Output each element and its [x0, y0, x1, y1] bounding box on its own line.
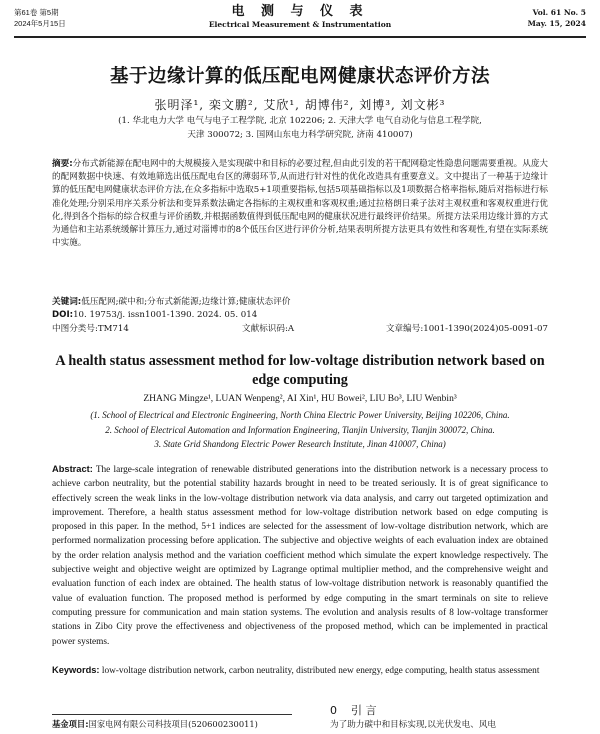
abstract-cn	[52, 158, 548, 250]
fund-text: 国家电网有限公司科技项目(520600230011)	[88, 719, 258, 729]
authors-en: ZHANG Mingze¹, LUAN Wenpeng², AI Xin¹, HU Bowei², LIU Bo³, LIU Wenbin³	[143, 394, 457, 404]
affiliation-line: 2. School of Electrical Automation and Information Engineering, Tianjin University, Tianjin 300072, China.	[105, 424, 495, 435]
journal-name-en: Electrical Measurement & Instrumentation	[208, 20, 392, 29]
abstract-en	[52, 462, 548, 649]
document-code: 文献标识码:A	[242, 324, 295, 334]
abstract-text-en: The large-scale integration of renewable distributed generations into the distribution network is a necessary process to achieve carbon neutrality, but the potential stability hazards brought in need to be treated seriously. It is of great significance to effectively screen the weak links in the low-voltage distribution network via data analysis, and carry out targeted optimization and improvement. Therefore, a health status assessment method for low-voltage distribution network based on edge computing is proposed in this paper. In the method, 5+1 indices are selected for the assessment of low-voltage distribution network, which are performed normalization processing before application. The subjective and objective weights of each evaluation index are obtained by the order relation analysis method and the variation coefficient method which simulate the expert knowledge respectively. The subjective weight and objective weight are optimized by Lagrange optimal multiplier method, and the comprehensive weight and evaluation function of each index are obtained. The health status of low-voltage distribution network is reasonably quantified the value of evaluation function. The proposed method is performed by edge computing in the smart terminals on site to relieve computing pressure for communication and main station systems. The evolution and analysis results of 8 low-voltage transformer stations in Zibo City prove the effectiveness and objectiveness of the proposed method, which can be implemented in practical power systems.	[52, 465, 548, 647]
doi-line	[52, 309, 548, 321]
clc-number: 中图分类号:TM714	[52, 324, 129, 334]
introduction-text: 为了助力碳中和目标实现,以光伏发电、风电	[330, 720, 497, 730]
keywords-text-cn: 低压配网;碳中和;分布式新能源;边缘计算;健康状态评价	[81, 297, 291, 307]
keywords-label-en: Keywords:	[52, 665, 100, 675]
fund-label: 基金项目:	[52, 719, 89, 729]
page-header	[14, 5, 586, 35]
fund-footnote	[52, 718, 258, 730]
footnote-rule	[52, 714, 292, 715]
doi-text: 10. 19753/j. issn1001-1390. 2024. 05. 014	[73, 310, 258, 320]
volume-cn: 第61卷 第5期	[14, 8, 59, 17]
section-title: 引 言	[351, 704, 377, 717]
keywords-cn	[52, 296, 548, 308]
paper-title-en: A health status assessment method for low-voltage distribution network based on edge computing	[55, 353, 545, 388]
affiliations-en	[30, 408, 570, 452]
affiliation-line: (1. School of Electrical and Electronic Engineering, North China Electric Power University, Beijing 102206, China.	[90, 410, 510, 420]
header-rule	[14, 36, 586, 38]
journal-name-cn: 电 测 与 仪 表	[231, 4, 369, 19]
header-right	[528, 7, 586, 29]
article-number: 文章编号:1001-1390(2024)05-0091-07	[385, 324, 548, 334]
section-number: 0	[330, 704, 337, 717]
abstract-label-cn: 摘要:	[52, 159, 73, 169]
classification-codes	[52, 322, 548, 336]
keywords-text-en: low-voltage distribution network, carbon neutrality, distributed new energy, edge computing, health status assessment	[101, 666, 540, 676]
keywords-label-cn: 关键词:	[52, 297, 82, 307]
affiliations-cn	[60, 114, 540, 142]
abstract-label-en: Abstract:	[52, 464, 93, 474]
paper-title-cn: 基于边缘计算的低压配电网健康状态评价方法	[109, 66, 490, 87]
affiliation-line: (1. 华北电力大学 电气与电子工程学院, 北京 102206; 2. 天津大学 电气自动化与信息工程学院,	[118, 116, 482, 126]
keywords-en	[52, 663, 548, 678]
doi-label: DOI:	[52, 310, 74, 320]
volume-en: Vol. 61 No. 5	[532, 8, 586, 17]
abstract-text-cn: 分布式新能源在配电网中的大规模接入是实现碳中和目标的必要过程,但由此引发的若干配网稳定性隐患问题需要重视。从庞大的配网数据中快速、有效地筛选出低压配电台区的薄弱环节,从而进行针对性的优化改造具有重要意义。文中提出了一种基于边缘计算的低压配电网健康状态评价方法,在众多指标中选取5+1项重要指标,包括5项基础指标以及1项数据合格率指标,随后对指标进行标准化处理;分别采用序关系分析法和变异系数法确定各指标的主观权重和客观权重;通过拉格朗日乘子法对主观权重和客观权重进行优化,得到各个指标的综合权重与评价函数,并根据函数值得到低压配电网的健康状况进行最终评价结果。所提方法采用边缘计算的方式为通信和主站系统缓解计算压力,通过对淄博市的8个低压台区进行评价分析,结果表明所提方法更具有效性和客观性,有望在实际系统中实施。	[52, 159, 549, 249]
introduction-heading	[330, 702, 377, 718]
date-en: May. 15, 2024	[527, 19, 586, 28]
header-center	[14, 5, 586, 30]
authors-cn: 张明泽¹, 栾文鹏², 艾欣¹, 胡博伟², 刘博³, 刘文彬³	[154, 98, 446, 112]
affiliation-line: 3. State Grid Shandong Electric Power Research Institute, Jinan 410007, China)	[154, 439, 446, 449]
date-cn: 2024年5月15日	[14, 19, 66, 28]
affiliation-line: 天津 300072; 3. 国网山东电力科学研究院, 济南 410007)	[187, 130, 413, 140]
